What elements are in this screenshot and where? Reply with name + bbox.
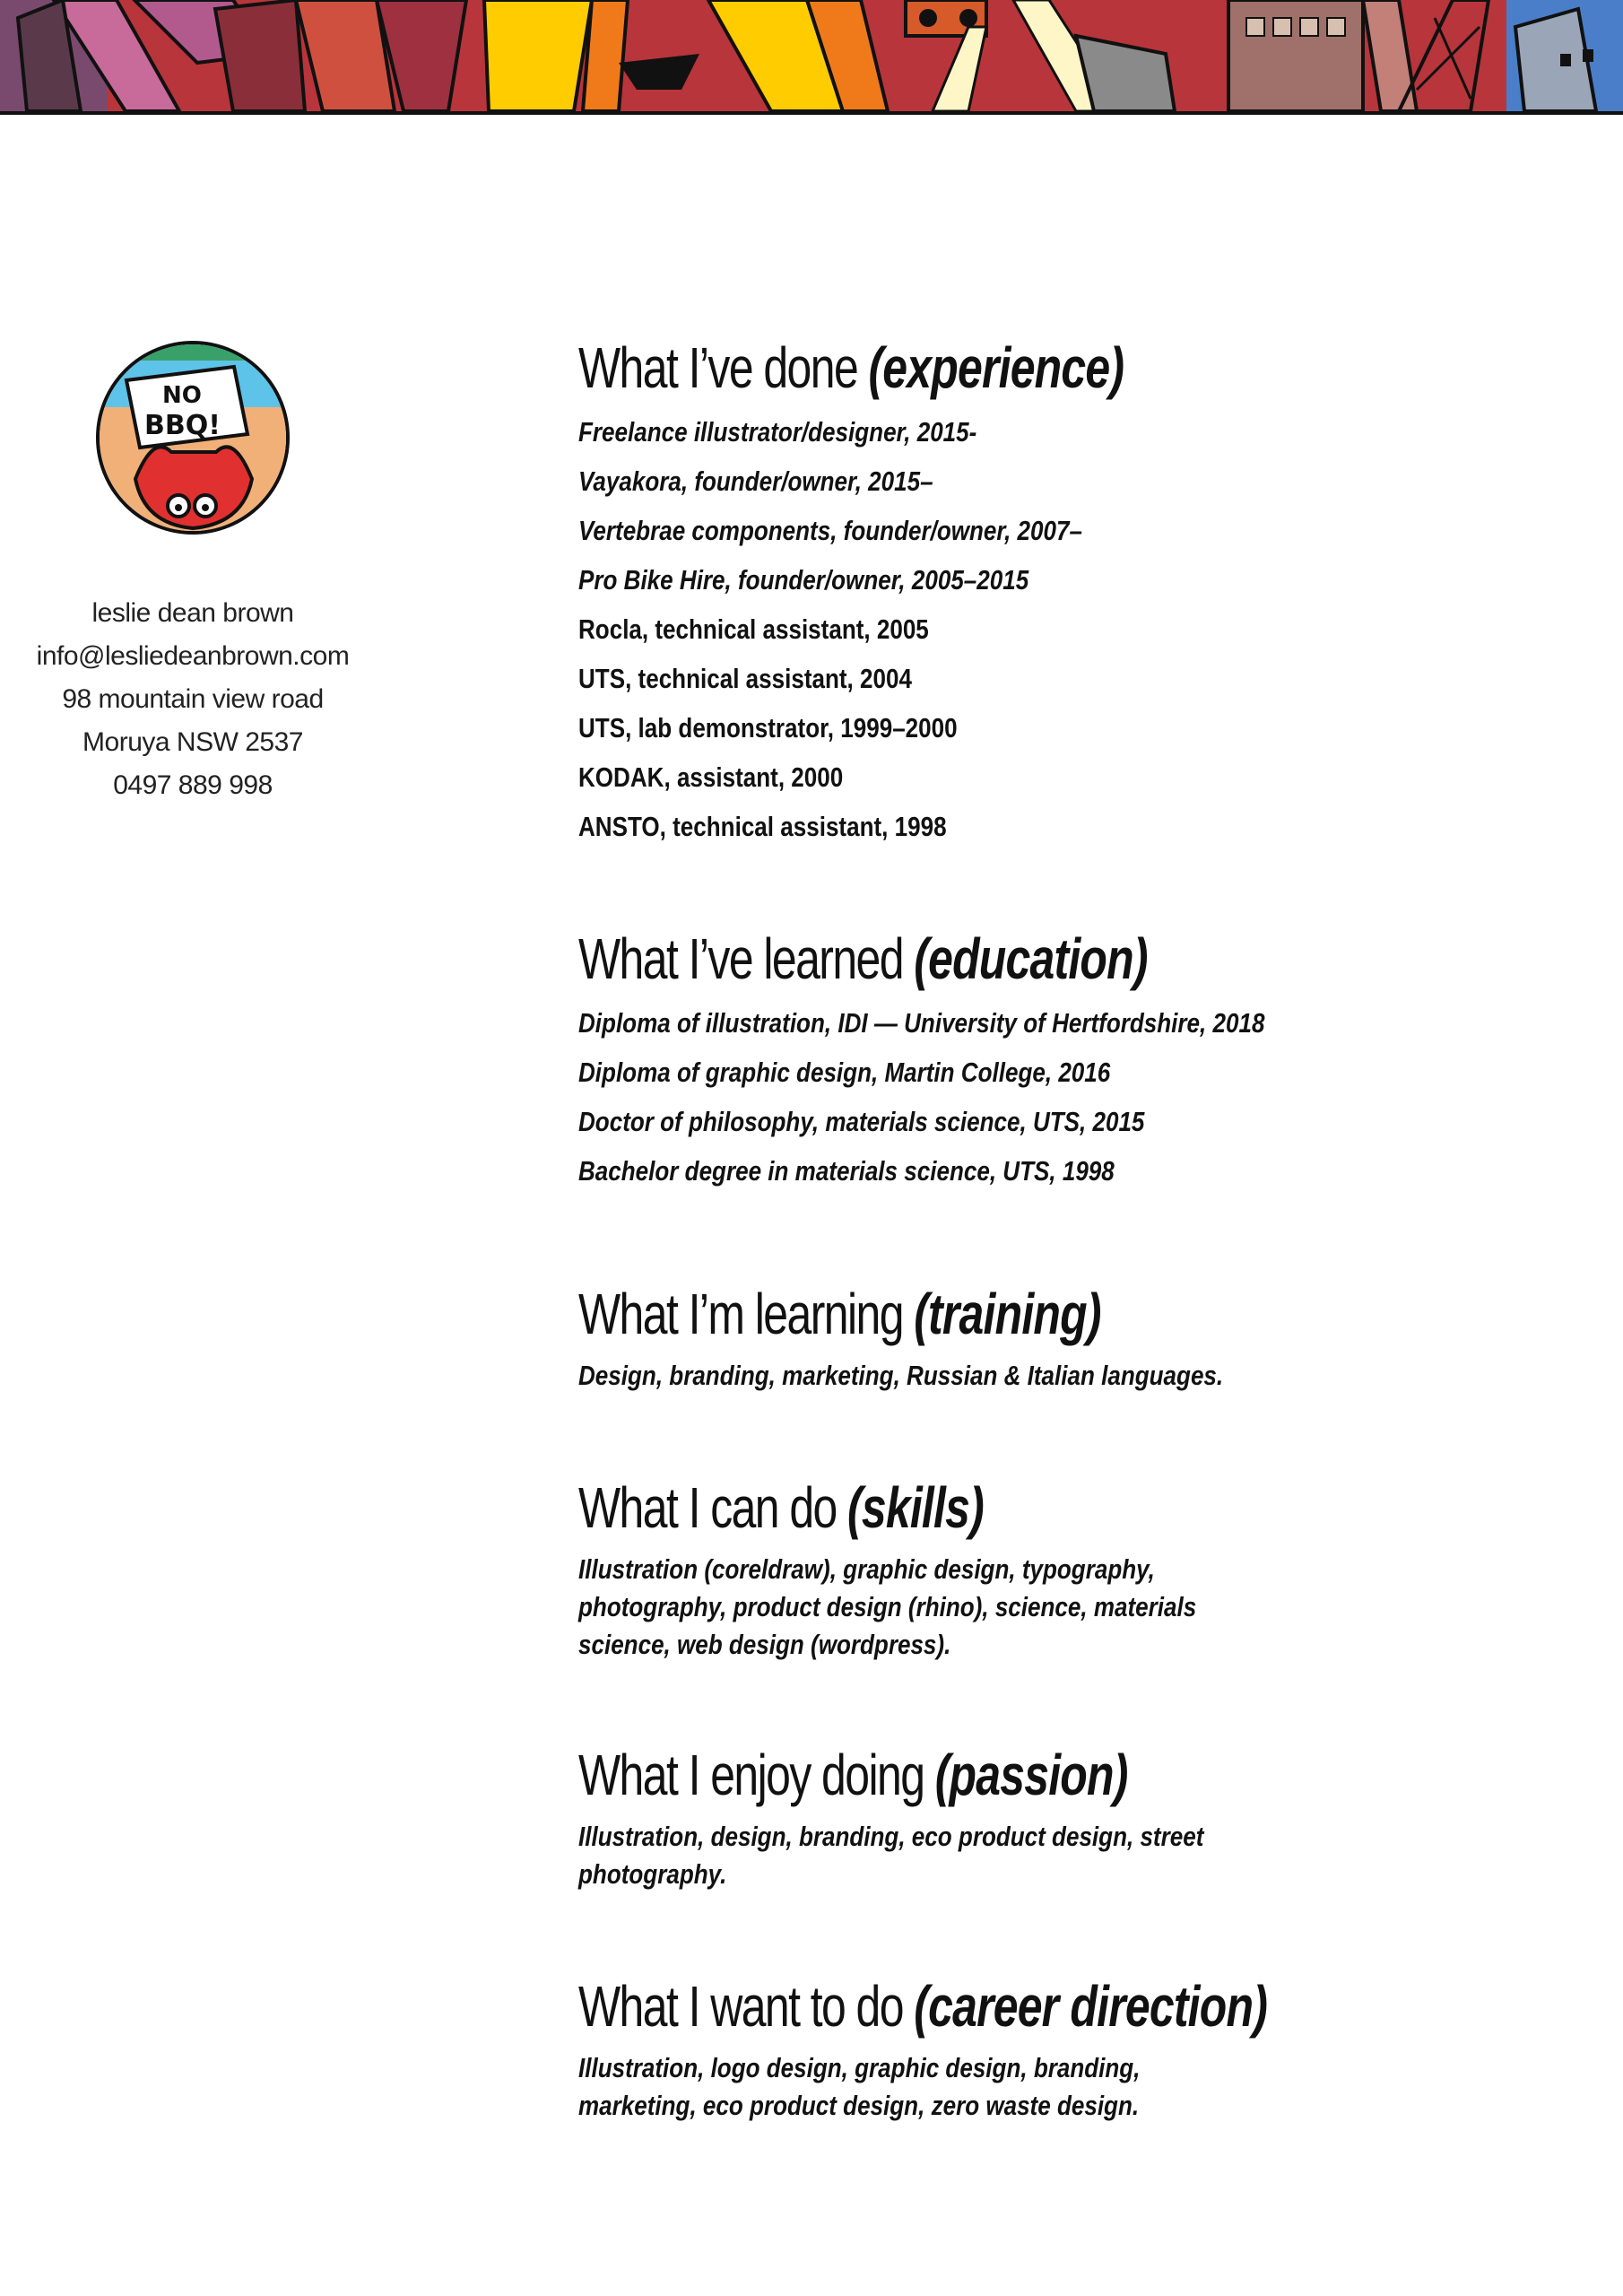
- experience-item: Pro Bike Hire, founder/owner, 2005–2015: [578, 564, 1029, 596]
- training-section: [578, 1278, 1565, 1395]
- contact-phone: 0497 889 998: [113, 770, 273, 800]
- career-heading-tag: (career direction): [914, 1974, 1268, 2039]
- education-item: Doctor of philosophy, materials science, UTS, 2015: [578, 1106, 1145, 1137]
- svg-text:NO: NO: [162, 382, 202, 409]
- passion-heading-text: What I enjoy doing: [578, 1743, 924, 1807]
- experience-heading: [578, 332, 1348, 404]
- experience-item: Freelance illustrator/designer, 2015-: [578, 416, 977, 448]
- education-item: Diploma of illustration, IDI — University of Hertfordshire, 2018: [578, 1007, 1265, 1039]
- career-heading: [578, 1970, 1348, 2042]
- resume-main: [578, 332, 1565, 2125]
- contact-address-line1: 98 mountain view road: [62, 684, 324, 714]
- career-section: [578, 1970, 1565, 2125]
- experience-item: Rocla, technical assistant, 2005: [578, 613, 929, 645]
- profile-sidebar: [36, 341, 350, 807]
- education-heading-text: What I’ve learned: [578, 926, 903, 991]
- education-heading: [578, 923, 1348, 995]
- experience-item: Vayakora, founder/owner, 2015–: [578, 465, 933, 497]
- training-heading-tag: (training): [914, 1282, 1101, 1346]
- education-item: Diploma of graphic design, Martin College, 2016: [578, 1057, 1111, 1088]
- contact-email[interactable]: info@lesliedeanbrown.com: [36, 641, 350, 671]
- experience-item: Vertebrae components, founder/owner, 2007–: [578, 515, 1082, 546]
- experience-item: UTS, technical assistant, 2004: [578, 663, 912, 694]
- svg-text:BBQ!: BBQ!: [144, 410, 221, 441]
- skills-text: Illustration (coreldraw), graphic design, typography, photography, product design (rhino), science, materials science, web design (wordpress).: [578, 1553, 1197, 1660]
- urban-collage-illustration-icon: [0, 0, 1623, 111]
- experience-item: UTS, lab demonstrator, 1999–2000: [578, 712, 958, 744]
- experience-heading-tag: (experience): [868, 335, 1124, 400]
- education-section: [578, 923, 1565, 1196]
- header-banner: [0, 0, 1623, 115]
- training-text: Design, branding, marketing, Russian & Italian languages.: [578, 1360, 1224, 1391]
- experience-item: ANSTO, technical assistant, 1998: [578, 811, 947, 842]
- education-item: Bachelor degree in materials science, UTS, 1998: [578, 1155, 1115, 1187]
- skills-heading-tag: (skills): [847, 1475, 984, 1540]
- passion-heading-tag: (passion): [934, 1743, 1128, 1807]
- skills-heading: [578, 1472, 1348, 1544]
- skills-heading-text: What I can do: [578, 1475, 837, 1540]
- training-heading: [578, 1278, 1348, 1350]
- contact-address-line2: Moruya NSW 2537: [82, 727, 303, 757]
- passion-heading: [578, 1739, 1348, 1811]
- passion-section: [578, 1739, 1565, 1893]
- career-text: Illustration, logo design, graphic design, branding, marketing, eco product design, zero waste design.: [578, 2052, 1141, 2121]
- passion-text: Illustration, design, branding, eco product design, street photography.: [578, 1821, 1204, 1890]
- avatar: [96, 341, 290, 535]
- no-bbq-character-icon: [100, 344, 286, 531]
- contact-details: [36, 592, 350, 807]
- training-heading-text: What I’m learning: [578, 1282, 903, 1346]
- experience-heading-text: What I’ve done: [578, 335, 858, 400]
- skills-section: [578, 1472, 1565, 1664]
- career-heading-text: What I want to do: [578, 1974, 903, 2039]
- contact-name: leslie dean brown: [91, 598, 294, 628]
- experience-section: [578, 332, 1565, 851]
- education-heading-tag: (education): [914, 926, 1148, 991]
- experience-item: KODAK, assistant, 2000: [578, 761, 844, 793]
